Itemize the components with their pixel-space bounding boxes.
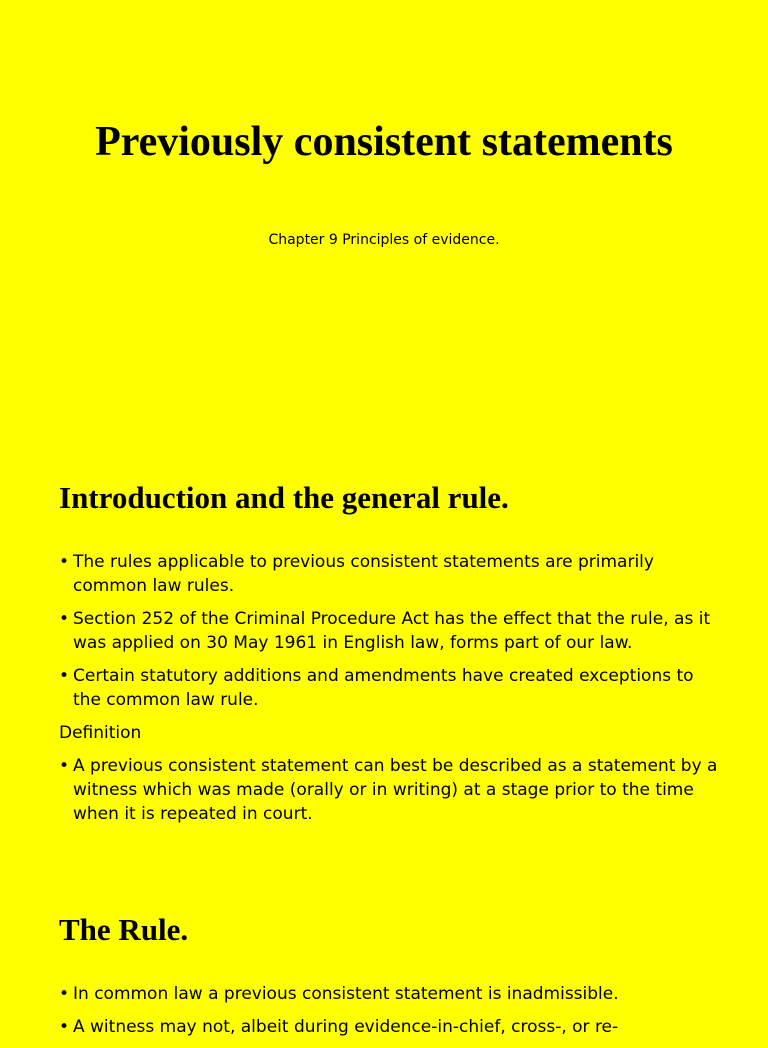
introduction-heading: Introduction and the general rule.	[59, 480, 509, 515]
bullet-icon: •	[59, 756, 70, 776]
bullet-text: Certain statutory additions and amendments have created exceptions to the common law rule.	[73, 666, 694, 710]
list-item	[59, 607, 719, 655]
bullet-icon: •	[59, 984, 70, 1004]
document-subtitle: Chapter 9 Principles of evidence.	[268, 232, 500, 248]
list-item	[59, 1015, 719, 1039]
bullet-text: In common law a previous consistent statement is inadmissible.	[73, 984, 619, 1004]
bullet-text: A witness may not, albeit during evidence-in-chief, cross-, or re-	[73, 1017, 619, 1037]
bullet-icon: •	[59, 666, 70, 686]
list-item	[59, 664, 719, 712]
rule-slide	[0, 868, 768, 1037]
bullet-text: Section 252 of the Criminal Procedure Act has the effect that the rule, as it was applied on 30 May 1961 in English law, forms part of our law.	[73, 609, 711, 653]
introduction-slide	[0, 432, 768, 868]
rule-body	[59, 982, 719, 1048]
list-item	[59, 550, 719, 598]
list-item	[59, 982, 719, 1006]
definition-text: A previous consistent statement can best be described as a statement by a witness which was made (orally or in writing) at a stage prior to the time when it is repeated in court.	[73, 756, 718, 824]
bullet-icon: •	[59, 1017, 70, 1037]
bullet-icon: •	[59, 609, 70, 629]
rule-heading: The Rule.	[59, 912, 189, 947]
bullet-text: The rules applicable to previous consistent statements are primarily common law rules.	[73, 552, 654, 596]
title-slide	[0, 0, 768, 432]
bullet-icon: •	[59, 552, 70, 572]
definition-label: Definition	[59, 723, 142, 743]
introduction-body	[59, 550, 719, 835]
document-title: Previously consistent statements	[95, 119, 673, 165]
list-item	[59, 754, 719, 826]
